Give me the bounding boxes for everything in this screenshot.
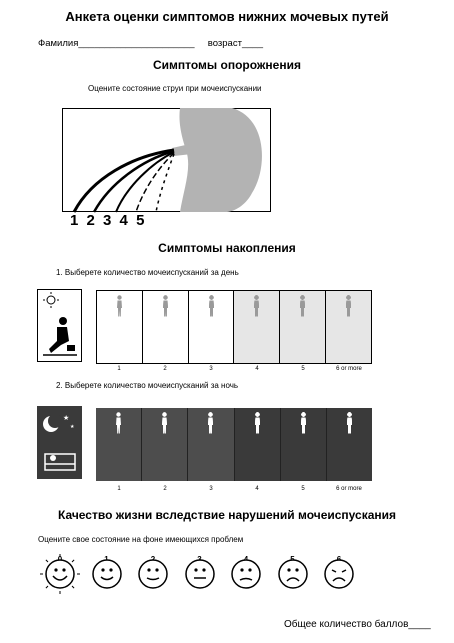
face-option-0[interactable] [40,554,80,614]
day-icon [37,289,83,363]
face-sad-icon [273,554,313,594]
day-label: 6 or more [336,366,362,372]
face-neutral-icon [180,554,220,594]
night-label: 5 [301,486,305,492]
storage-heading: Симптомы накопления [158,241,296,255]
quality-instruction: Оцените свое состояние на фоне имеющихся проблем [38,535,244,544]
night-option-1[interactable] [96,408,141,481]
night-question: 2. Выберете количество мочеиспусканий за ночь [56,381,239,390]
face-crying-icon [319,554,359,594]
quality-heading: Качество жизни вследствие нарушений мочеиспускания [57,508,397,522]
face-slightly-happy-icon [133,554,173,594]
day-label: 4 [255,366,259,372]
day-question: 1. Выберете количество мочеиспусканий за день [56,268,239,277]
person-figure [207,412,214,434]
svg-text:★: ★ [63,414,70,422]
person-figure [254,412,261,434]
day-label: 1 [117,366,121,372]
person-figure [115,412,122,434]
age-label: возраст [207,38,242,49]
person-figure [116,295,123,317]
night-label: 1 [117,486,121,492]
night-boxes [96,408,372,481]
night-option-4[interactable] [234,408,280,481]
night-icon [37,406,83,480]
face-very-happy-icon [40,554,80,594]
surname-label: Фамилия [38,38,79,49]
surname-field[interactable]: ______________________ [78,38,195,49]
person-figure [161,412,168,434]
day-scale [96,290,372,364]
night-label: 3 [209,486,213,492]
face-option-1[interactable] [87,554,127,614]
night-label: 6 or more [336,486,362,492]
day-label: 3 [209,366,213,372]
person-figure [299,295,306,317]
day-option-5[interactable] [279,291,325,363]
gardener-figure [59,317,67,325]
face-option-3[interactable] [180,554,220,614]
day-label: 5 [301,366,305,372]
age-field[interactable]: ____ [241,38,264,49]
night-scale [96,408,372,481]
form-title: Анкета оценки симптомов нижних мочевых путей [65,9,389,24]
night-option-6[interactable] [326,408,372,481]
face-option-4[interactable] [226,554,266,614]
night-option-5[interactable] [280,408,326,481]
person-figure [208,295,215,317]
night-label: 2 [163,486,167,492]
person-figure [300,412,307,434]
night-label: 4 [255,486,259,492]
voiding-instruction: Оцените состояние струи при мочеиспускании [88,84,262,93]
total-score-field[interactable]: ____ [408,619,431,630]
day-option-1[interactable] [97,291,142,363]
day-option-3[interactable] [188,291,234,363]
day-boxes [97,291,371,363]
name-age-row [38,38,263,49]
total-score-label: Общее количество баллов [284,619,409,630]
stream-number[interactable]: 5 [136,212,147,229]
person-figure [345,295,352,317]
day-labels [96,366,372,372]
torso-silhouette [179,108,261,212]
face-option-6[interactable] [319,554,359,614]
night-option-2[interactable] [141,408,187,481]
day-label: 2 [163,366,167,372]
stream-scale [70,212,146,229]
face-option-5[interactable] [273,554,313,614]
face-happy-icon [87,554,127,594]
person-figure [162,295,169,317]
voiding-heading: Симптомы опорожнения [153,58,301,72]
day-option-2[interactable] [142,291,188,363]
night-labels [96,486,372,492]
person-figure [346,412,353,434]
total-score-row [284,619,431,630]
day-option-6[interactable] [325,291,371,363]
stream-number[interactable]: 1 [70,212,81,229]
stream-number[interactable]: 3 [103,212,114,229]
person-figure [253,295,260,317]
stream-number[interactable]: 2 [86,212,97,229]
night-option-3[interactable] [187,408,233,481]
face-option-2[interactable] [133,554,173,614]
svg-text:★: ★ [70,424,75,430]
day-option-4[interactable] [233,291,279,363]
stream-number[interactable]: 4 [119,212,130,229]
face-slightly-sad-icon [226,554,266,594]
faces-row [40,554,440,614]
